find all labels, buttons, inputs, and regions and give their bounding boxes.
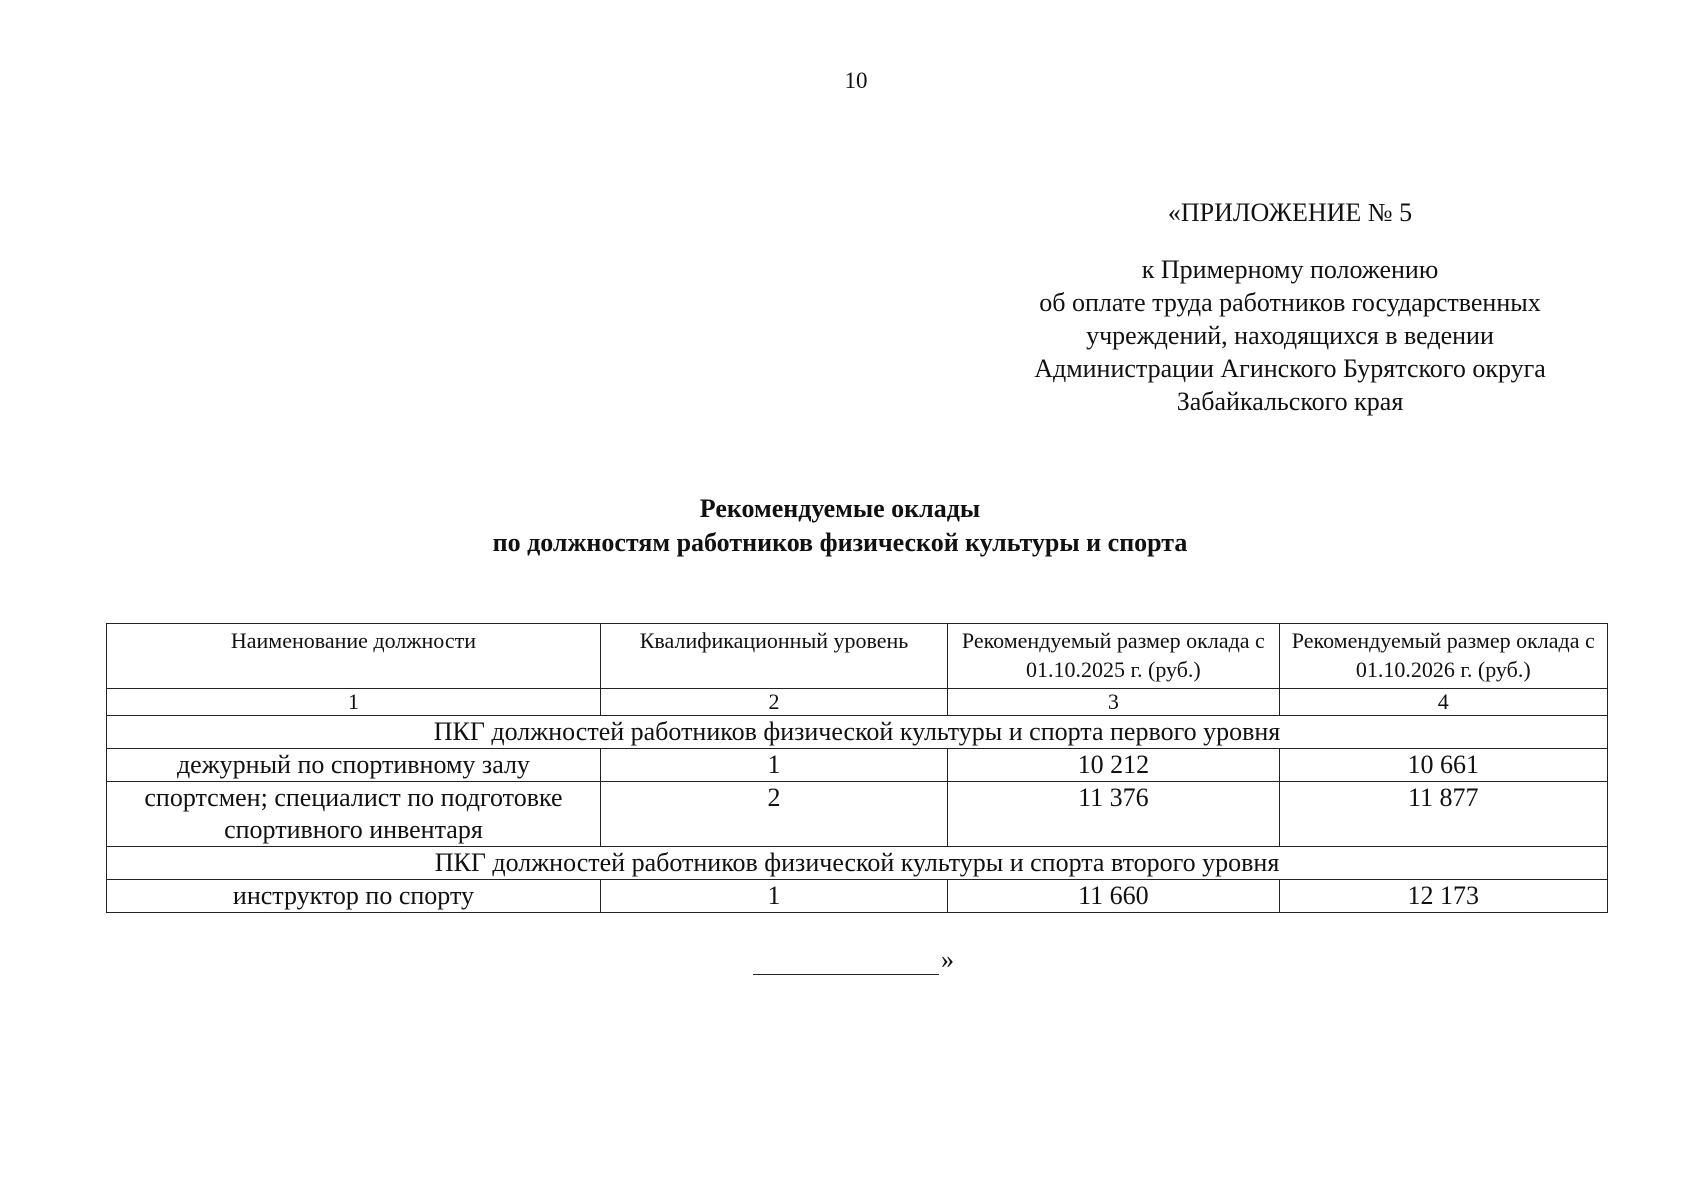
header-salary-2025: Рекомендуемый размер оклада с 01.10.2025 г. (руб.) xyxy=(948,624,1279,689)
cell-position: спортсмен; специалист по подготовке спортивного инвентаря xyxy=(107,782,601,847)
cell-position: дежурный по спортивному залу xyxy=(107,749,601,782)
column-number: 2 xyxy=(600,689,947,716)
document-title xyxy=(260,492,1420,560)
cell-position: инструктор по спорту xyxy=(107,880,601,913)
appendix-line: об оплате труда работников государственных xyxy=(1039,288,1541,317)
document-title-line2: по должностям работников физической культуры и спорта xyxy=(492,528,1188,557)
group-title: ПКГ должностей работников физической культуры и спорта второго уровня xyxy=(107,847,1608,880)
appendix-line: к Примерному положению xyxy=(1141,255,1439,284)
closing-line xyxy=(753,948,939,975)
column-number: 1 xyxy=(107,689,601,716)
cell-salary-2025: 11 376 xyxy=(948,782,1279,847)
table-row xyxy=(107,749,1608,782)
cell-level: 1 xyxy=(600,880,947,913)
header-salary-2026: Рекомендуемый размер оклада с 01.10.2026 г. (руб.) xyxy=(1279,624,1607,689)
salary-table xyxy=(106,623,1608,913)
table-row xyxy=(107,880,1608,913)
page-number: 10 xyxy=(844,68,868,93)
group-row xyxy=(107,847,1608,880)
appendix-title: «ПРИЛОЖЕНИЕ № 5 xyxy=(1167,198,1413,227)
closing-quote: » xyxy=(941,945,954,974)
document-title-line1: Рекомендуемые оклады xyxy=(699,494,981,523)
closing-mark xyxy=(753,945,954,975)
cell-salary-2025: 10 212 xyxy=(948,749,1279,782)
group-row xyxy=(107,716,1608,749)
appendix-block xyxy=(1000,196,1580,418)
header-level: Квалификационный уровень xyxy=(600,624,947,689)
cell-salary-2025: 11 660 xyxy=(948,880,1279,913)
cell-level: 2 xyxy=(600,782,947,847)
group-title: ПКГ должностей работников физической культуры и спорта первого уровня xyxy=(107,716,1608,749)
cell-salary-2026: 10 661 xyxy=(1279,749,1607,782)
table-header-row xyxy=(107,624,1608,689)
column-number-row xyxy=(107,689,1608,716)
column-number: 4 xyxy=(1279,689,1607,716)
header-position: Наименование должности xyxy=(107,624,601,689)
cell-salary-2026: 12 173 xyxy=(1279,880,1607,913)
cell-level: 1 xyxy=(600,749,947,782)
appendix-line: Администрации Агинского Бурятского округа xyxy=(1034,354,1546,383)
appendix-line: учреждений, находящихся в ведении xyxy=(1086,321,1494,350)
cell-salary-2026: 11 877 xyxy=(1279,782,1607,847)
appendix-line: Забайкальского края xyxy=(1176,387,1404,416)
column-number: 3 xyxy=(948,689,1279,716)
table-row xyxy=(107,782,1608,847)
